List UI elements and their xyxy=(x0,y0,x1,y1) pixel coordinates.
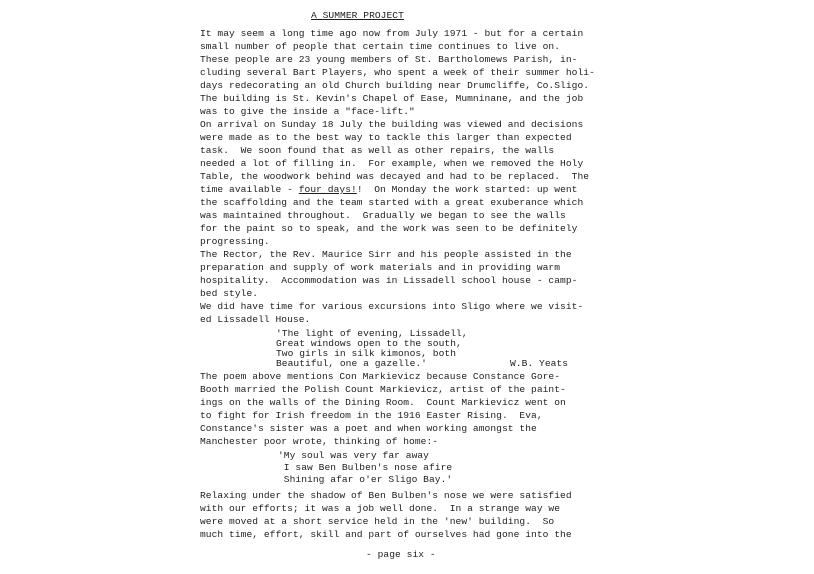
underlined-four-days: four days! xyxy=(298,184,357,195)
body-line: bed style. xyxy=(200,288,259,299)
body-line-lead: time available - xyxy=(200,184,299,195)
body-line-tail: ! On Monday the work started: up went xyxy=(356,184,578,195)
body-line: These people are 23 young members of St. Bartholomews Parish, in- xyxy=(200,54,578,65)
body-line: Constance's sister was a poet and when working amongst the xyxy=(200,423,537,434)
poem-line: Great windows open to the south, xyxy=(276,338,462,349)
body-line: days redecorating an old Church building near Drumcliffe, Co.Sligo. xyxy=(200,80,590,91)
body-line: Booth married the Polish Count Markievicz, artist of the paint- xyxy=(200,384,566,395)
body-line: task. We soon found that as well as other repairs, the walls xyxy=(200,145,555,156)
poem-line: Beautiful, one a gazelle.' xyxy=(276,358,427,369)
body-line: ed Lissadell House. xyxy=(200,314,311,325)
body-line: The Rector, the Rev. Maurice Sirr and his people assisted in the xyxy=(200,249,572,260)
body-line: was maintained throughout. Gradually we began to see the walls xyxy=(200,210,566,221)
body-line: On arrival on Sunday 18 July the building was viewed and decisions xyxy=(200,119,584,130)
body-line: The poem above mentions Con Markievicz because Constance Gore- xyxy=(200,371,561,382)
poem-author: W.B. Yeats xyxy=(510,358,569,369)
body-line: Table, the woodwork behind was decayed and had to be replaced. The xyxy=(200,171,590,182)
body-line: much time, effort, skill and part of ourselves had gone into the xyxy=(200,529,572,540)
body-line: were moved at a short service held in the 'new' building. So xyxy=(200,516,555,527)
poem-line: I saw Ben Bulben's nose afire xyxy=(278,462,453,473)
body-line: the scaffolding and the team started with a great exuberance which xyxy=(200,197,584,208)
poem-line: Two girls in silk kimonos, both xyxy=(276,348,457,359)
body-line: Relaxing under the shadow of Ben Bulben's nose we were satisfied xyxy=(200,490,572,501)
body-line: were made as to the best way to tackle this larger than expected xyxy=(200,132,572,143)
body-line: small number of people that certain time continues to live on. xyxy=(200,41,561,52)
poem-line: 'The light of evening, Lissadell, xyxy=(276,328,468,339)
body-line: ings on the walls of the Dining Room. Count Markievicz went on xyxy=(200,397,566,408)
body-line: hospitality. Accommodation was in Lissadell school house - camp- xyxy=(200,275,578,286)
body-line: cluding several Bart Players, who spent a week of their summer holi- xyxy=(200,67,595,78)
body-line: was to give the inside a "face-lift." xyxy=(200,106,415,117)
body-line: We did have time for various excursions into Sligo where we visit- xyxy=(200,301,584,312)
page-footer: - page six - xyxy=(366,549,436,560)
poem-line: Shining afar o'er Sligo Bay.' xyxy=(278,474,453,485)
body-line: preparation and supply of work materials and in providing warm xyxy=(200,262,561,273)
body-line-emphasis xyxy=(200,185,578,195)
body-line: needed a lot of filling in. For example, when we removed the Holy xyxy=(200,158,584,169)
poem-line: 'My soul was very far away xyxy=(278,450,429,461)
document-title: A SUMMER PROJECT xyxy=(311,10,404,21)
body-line: for the paint so to speak, and the work was seen to be definitely xyxy=(200,223,578,234)
body-line: progressing. xyxy=(200,236,270,247)
body-line: Manchester poor wrote, thinking of home:- xyxy=(200,436,439,447)
body-line: to fight for Irish freedom in the 1916 Easter Rising. Eva, xyxy=(200,410,543,421)
body-line: The building is St. Kevin's Chapel of Ease, Mumninane, and the job xyxy=(200,93,584,104)
body-line: with our efforts; it was a job well done. In a strange way we xyxy=(200,503,561,514)
body-line: It may seem a long time ago now from July 1971 - but for a certain xyxy=(200,28,584,39)
